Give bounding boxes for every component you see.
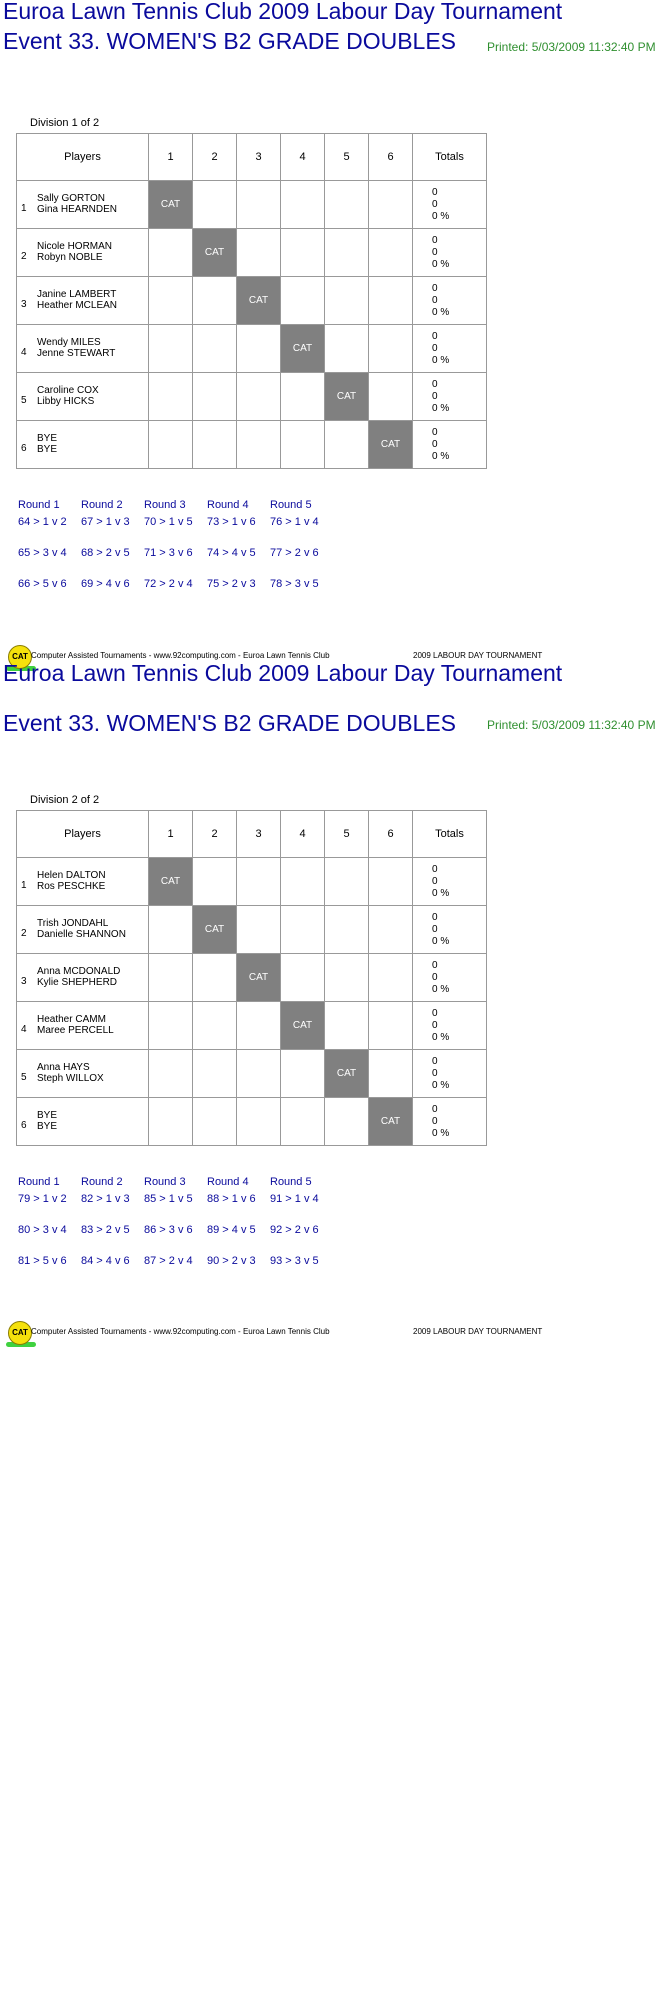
round-header: Round 5 <box>270 1176 312 1188</box>
page-title: Euroa Lawn Tennis Club 2009 Labour Day Tournament <box>3 0 563 24</box>
totals-cell <box>413 325 487 373</box>
player-name-2: BYE <box>37 444 58 455</box>
draw-table <box>16 810 487 1146</box>
round-header: Round 2 <box>81 1176 123 1188</box>
total-line-3: 0 % <box>432 354 450 366</box>
cat-cell: CAT <box>281 325 325 373</box>
score-cell[interactable] <box>149 325 193 373</box>
column-header-1: 1 <box>149 134 193 181</box>
table-row <box>17 1098 487 1146</box>
match-link[interactable]: 86 > 3 v 6 <box>144 1224 193 1236</box>
total-line-2: 0 <box>432 390 438 402</box>
player-name-1: Anna HAYS <box>37 1062 90 1073</box>
player-name-2: Maree PERCELL <box>37 1025 114 1036</box>
cat-cell: CAT <box>149 858 193 906</box>
printed-timestamp: Printed: 5/03/2009 11:32:40 PM <box>487 718 656 732</box>
total-line-1: 0 <box>432 378 438 390</box>
score-cell[interactable] <box>237 325 281 373</box>
score-cell[interactable] <box>281 906 325 954</box>
match-link[interactable]: 67 > 1 v 3 <box>81 516 130 528</box>
player-name-1: BYE <box>37 1110 58 1121</box>
player-names <box>37 337 115 359</box>
division-label: Division 2 of 2 <box>30 794 100 806</box>
player-cell <box>17 1098 149 1146</box>
total-line-2: 0 <box>432 342 438 354</box>
total-line-3: 0 % <box>432 306 450 318</box>
player-names <box>37 918 126 940</box>
total-line-2: 0 <box>432 971 438 983</box>
score-cell[interactable] <box>369 229 413 277</box>
total-line-3: 0 % <box>432 1127 450 1139</box>
score-cell[interactable] <box>193 373 237 421</box>
score-cell[interactable] <box>325 229 369 277</box>
score-cell[interactable] <box>369 277 413 325</box>
total-line-3: 0 % <box>432 1079 450 1091</box>
score-cell[interactable] <box>325 181 369 229</box>
total-line-1: 0 <box>432 1103 438 1115</box>
column-header-2: 2 <box>193 134 237 181</box>
player-names <box>37 966 120 988</box>
score-cell[interactable] <box>369 325 413 373</box>
table-row <box>17 858 487 906</box>
round-header: Round 4 <box>207 1176 249 1188</box>
round-header: Round 1 <box>18 1176 60 1188</box>
score-cell[interactable] <box>281 373 325 421</box>
score-cell[interactable] <box>149 277 193 325</box>
player-number: 4 <box>21 1024 27 1035</box>
player-name-2: BYE <box>37 1121 58 1132</box>
cat-cell: CAT <box>237 277 281 325</box>
score-cell[interactable] <box>237 906 281 954</box>
score-cell[interactable] <box>237 421 281 469</box>
match-link[interactable]: 66 > 5 v 6 <box>18 578 67 590</box>
match-link[interactable]: 80 > 3 v 4 <box>18 1224 67 1236</box>
table-row <box>17 1050 487 1098</box>
player-cell <box>17 373 149 421</box>
player-names <box>37 870 106 892</box>
totals-cell <box>413 1002 487 1050</box>
event-title: Event 33. WOMEN'S B2 GRADE DOUBLES <box>3 710 457 736</box>
round-header: Round 5 <box>270 499 312 511</box>
match-link[interactable]: 64 > 1 v 2 <box>18 516 67 528</box>
match-link[interactable]: 65 > 3 v 4 <box>18 547 67 559</box>
player-number: 6 <box>21 1120 27 1131</box>
players-header: Players <box>17 811 149 858</box>
score-cell[interactable] <box>281 954 325 1002</box>
player-name-2: Steph WILLOX <box>37 1073 104 1084</box>
player-number: 2 <box>21 928 27 939</box>
match-link[interactable]: 91 > 1 v 4 <box>270 1193 319 1205</box>
table-row <box>17 277 487 325</box>
match-link[interactable]: 77 > 2 v 6 <box>270 547 319 559</box>
player-names <box>37 1110 57 1132</box>
total-line-2: 0 <box>432 1019 438 1031</box>
table-row <box>17 325 487 373</box>
totals-header: Totals <box>413 134 487 181</box>
cat-cell: CAT <box>193 229 237 277</box>
match-link[interactable]: 69 > 4 v 6 <box>81 578 130 590</box>
score-cell[interactable] <box>193 954 237 1002</box>
player-name-1: Helen DALTON <box>37 870 106 881</box>
table-row <box>17 181 487 229</box>
player-name-1: Janine LAMBERT <box>37 289 117 300</box>
score-cell[interactable] <box>149 1098 193 1146</box>
score-cell[interactable] <box>325 954 369 1002</box>
score-cell[interactable] <box>281 181 325 229</box>
score-cell[interactable] <box>193 277 237 325</box>
score-cell[interactable] <box>237 1002 281 1050</box>
cat-cell: CAT <box>325 373 369 421</box>
player-name-2: Jenne STEWART <box>37 348 116 359</box>
player-name-1: Trish JONDAHL <box>37 918 109 929</box>
score-cell[interactable] <box>369 1002 413 1050</box>
match-link[interactable]: 85 > 1 v 5 <box>144 1193 193 1205</box>
player-names <box>37 385 99 407</box>
match-link[interactable]: 93 > 3 v 5 <box>270 1255 319 1267</box>
player-name-1: Anna MCDONALD <box>37 966 121 977</box>
score-cell[interactable] <box>193 1098 237 1146</box>
score-cell[interactable] <box>281 1050 325 1098</box>
footer-text: Computer Assisted Tournaments - www.92computing.com - Euroa Lawn Tennis Club <box>31 1327 330 1336</box>
score-cell[interactable] <box>149 1050 193 1098</box>
round-header: Round 2 <box>81 499 123 511</box>
player-name-1: BYE <box>37 433 58 444</box>
player-names <box>37 289 117 311</box>
total-line-3: 0 % <box>432 258 450 270</box>
match-link[interactable]: 90 > 2 v 3 <box>207 1255 256 1267</box>
score-cell[interactable] <box>281 421 325 469</box>
player-name-1: Sally GORTON <box>37 193 105 204</box>
total-line-2: 0 <box>432 923 438 935</box>
match-link[interactable]: 71 > 3 v 6 <box>144 547 193 559</box>
player-names <box>37 241 112 263</box>
match-link[interactable]: 70 > 1 v 5 <box>144 516 193 528</box>
score-cell[interactable] <box>149 373 193 421</box>
total-line-2: 0 <box>432 1115 438 1127</box>
player-name-2: Robyn NOBLE <box>37 252 103 263</box>
player-cell <box>17 954 149 1002</box>
score-cell[interactable] <box>369 181 413 229</box>
match-link[interactable]: 68 > 2 v 5 <box>81 547 130 559</box>
page-title: Euroa Lawn Tennis Club 2009 Labour Day Tournament <box>3 660 563 686</box>
total-line-3: 0 % <box>432 1031 450 1043</box>
player-number: 5 <box>21 395 27 406</box>
totals-cell <box>413 421 487 469</box>
totals-cell <box>413 1098 487 1146</box>
player-cell <box>17 181 149 229</box>
total-line-2: 0 <box>432 1067 438 1079</box>
player-names <box>37 433 57 455</box>
player-name-1: Caroline COX <box>37 385 99 396</box>
column-header-1: 1 <box>149 811 193 858</box>
score-cell[interactable] <box>281 1098 325 1146</box>
cat-cell: CAT <box>237 954 281 1002</box>
column-header-5: 5 <box>325 134 369 181</box>
total-line-1: 0 <box>432 1007 438 1019</box>
score-cell[interactable] <box>281 858 325 906</box>
score-cell[interactable] <box>237 181 281 229</box>
match-link[interactable]: 87 > 2 v 4 <box>144 1255 193 1267</box>
score-cell[interactable] <box>193 1050 237 1098</box>
score-cell[interactable] <box>369 954 413 1002</box>
totals-cell <box>413 858 487 906</box>
score-cell[interactable] <box>281 277 325 325</box>
score-cell[interactable] <box>281 229 325 277</box>
match-link[interactable]: 79 > 1 v 2 <box>18 1193 67 1205</box>
score-cell[interactable] <box>325 421 369 469</box>
total-line-3: 0 % <box>432 450 450 462</box>
match-link[interactable]: 72 > 2 v 4 <box>144 578 193 590</box>
totals-cell <box>413 1050 487 1098</box>
table-row <box>17 954 487 1002</box>
match-link[interactable]: 78 > 3 v 5 <box>270 578 319 590</box>
player-name-1: Heather CAMM <box>37 1014 106 1025</box>
player-number: 1 <box>21 203 27 214</box>
score-cell[interactable] <box>193 1002 237 1050</box>
player-cell <box>17 325 149 373</box>
column-header-3: 3 <box>237 811 281 858</box>
draw-table <box>16 133 487 469</box>
player-name-2: Gina HEARNDEN <box>37 204 118 215</box>
score-cell[interactable] <box>193 181 237 229</box>
total-line-2: 0 <box>432 875 438 887</box>
score-cell[interactable] <box>369 858 413 906</box>
total-line-1: 0 <box>432 426 438 438</box>
column-header-6: 6 <box>369 134 413 181</box>
totals-cell <box>413 373 487 421</box>
score-cell[interactable] <box>325 1098 369 1146</box>
column-header-3: 3 <box>237 134 281 181</box>
match-link[interactable]: 88 > 1 v 6 <box>207 1193 256 1205</box>
totals-cell <box>413 277 487 325</box>
player-name-2: Heather MCLEAN <box>37 300 118 311</box>
score-cell[interactable] <box>237 229 281 277</box>
division-label: Division 1 of 2 <box>30 117 100 129</box>
score-cell[interactable] <box>369 1050 413 1098</box>
totals-cell <box>413 229 487 277</box>
total-line-1: 0 <box>432 911 438 923</box>
player-name-2: Ros PESCHKE <box>37 881 106 892</box>
score-cell[interactable] <box>149 954 193 1002</box>
score-cell[interactable] <box>237 858 281 906</box>
player-names <box>37 1014 114 1036</box>
match-link[interactable]: 76 > 1 v 4 <box>270 516 319 528</box>
player-cell <box>17 229 149 277</box>
score-cell[interactable] <box>193 325 237 373</box>
score-cell[interactable] <box>369 906 413 954</box>
totals-cell <box>413 954 487 1002</box>
column-header-4: 4 <box>281 811 325 858</box>
total-line-2: 0 <box>432 198 438 210</box>
column-header-6: 6 <box>369 811 413 858</box>
total-line-1: 0 <box>432 330 438 342</box>
match-link[interactable]: 75 > 2 v 3 <box>207 578 256 590</box>
player-number: 3 <box>21 976 27 987</box>
score-cell[interactable] <box>149 906 193 954</box>
player-cell <box>17 277 149 325</box>
totals-cell <box>413 906 487 954</box>
score-cell[interactable] <box>325 858 369 906</box>
player-number: 5 <box>21 1072 27 1083</box>
column-header-2: 2 <box>193 811 237 858</box>
player-cell <box>17 906 149 954</box>
score-cell[interactable] <box>149 421 193 469</box>
footer-text: Computer Assisted Tournaments - www.92computing.com - Euroa Lawn Tennis Club <box>31 651 330 660</box>
player-cell <box>17 1002 149 1050</box>
player-number: 3 <box>21 299 27 310</box>
event-title: Event 33. WOMEN'S B2 GRADE DOUBLES <box>3 28 457 54</box>
totals-cell <box>413 181 487 229</box>
cat-cell: CAT <box>193 906 237 954</box>
player-name-2: Libby HICKS <box>37 396 95 407</box>
players-header: Players <box>17 134 149 181</box>
round-header: Round 3 <box>144 1176 186 1188</box>
total-line-1: 0 <box>432 234 438 246</box>
match-link[interactable]: 92 > 2 v 6 <box>270 1224 319 1236</box>
total-line-3: 0 % <box>432 402 450 414</box>
score-cell[interactable] <box>325 1002 369 1050</box>
total-line-2: 0 <box>432 246 438 258</box>
table-row <box>17 906 487 954</box>
score-cell[interactable] <box>149 1002 193 1050</box>
player-cell <box>17 858 149 906</box>
match-link[interactable]: 89 > 4 v 5 <box>207 1224 256 1236</box>
cat-cell: CAT <box>325 1050 369 1098</box>
round-header: Round 1 <box>18 499 60 511</box>
player-names <box>37 193 117 215</box>
score-cell[interactable] <box>369 373 413 421</box>
player-cell <box>17 1050 149 1098</box>
table-row <box>17 373 487 421</box>
printed-timestamp: Printed: 5/03/2009 11:32:40 PM <box>487 40 656 54</box>
player-number: 1 <box>21 880 27 891</box>
round-header: Round 3 <box>144 499 186 511</box>
total-line-1: 0 <box>432 863 438 875</box>
total-line-3: 0 % <box>432 935 450 947</box>
footer-tournament: 2009 LABOUR DAY TOURNAMENT <box>413 1327 543 1336</box>
total-line-2: 0 <box>432 438 438 450</box>
cat-logo: CAT <box>8 1321 32 1345</box>
table-row <box>17 229 487 277</box>
cat-cell: CAT <box>281 1002 325 1050</box>
total-line-1: 0 <box>432 282 438 294</box>
player-number: 4 <box>21 347 27 358</box>
score-cell[interactable] <box>325 906 369 954</box>
totals-header: Totals <box>413 811 487 858</box>
player-names <box>37 1062 104 1084</box>
table-row <box>17 1002 487 1050</box>
cat-cell: CAT <box>149 181 193 229</box>
match-link[interactable]: 73 > 1 v 6 <box>207 516 256 528</box>
score-cell[interactable] <box>325 325 369 373</box>
match-link[interactable]: 82 > 1 v 3 <box>81 1193 130 1205</box>
total-line-3: 0 % <box>432 887 450 899</box>
player-name-1: Wendy MILES <box>37 337 101 348</box>
match-link[interactable]: 84 > 4 v 6 <box>81 1255 130 1267</box>
table-row <box>17 421 487 469</box>
table-header-row <box>17 811 487 858</box>
player-name-1: Nicole HORMAN <box>37 241 113 252</box>
table-header-row <box>17 134 487 181</box>
match-link[interactable]: 74 > 4 v 5 <box>207 547 256 559</box>
score-cell[interactable] <box>149 229 193 277</box>
player-name-2: Danielle SHANNON <box>37 929 126 940</box>
player-number: 6 <box>21 443 27 454</box>
total-line-3: 0 % <box>432 983 450 995</box>
column-header-4: 4 <box>281 134 325 181</box>
score-cell[interactable] <box>193 421 237 469</box>
column-header-5: 5 <box>325 811 369 858</box>
total-line-1: 0 <box>432 959 438 971</box>
score-cell[interactable] <box>193 858 237 906</box>
score-cell[interactable] <box>325 277 369 325</box>
page-footer <box>8 1321 568 1351</box>
score-cell[interactable] <box>237 1050 281 1098</box>
score-cell[interactable] <box>237 1098 281 1146</box>
match-link[interactable]: 81 > 5 v 6 <box>18 1255 67 1267</box>
cat-cell: CAT <box>369 421 413 469</box>
match-link[interactable]: 83 > 2 v 5 <box>81 1224 130 1236</box>
cat-cell: CAT <box>369 1098 413 1146</box>
total-line-1: 0 <box>432 1055 438 1067</box>
round-header: Round 4 <box>207 499 249 511</box>
player-number: 2 <box>21 251 27 262</box>
total-line-1: 0 <box>432 186 438 198</box>
player-cell <box>17 421 149 469</box>
cat-logo: CAT <box>8 645 32 669</box>
total-line-2: 0 <box>432 294 438 306</box>
footer-tournament: 2009 LABOUR DAY TOURNAMENT <box>413 651 543 660</box>
total-line-3: 0 % <box>432 210 450 222</box>
score-cell[interactable] <box>237 373 281 421</box>
player-name-2: Kylie SHEPHERD <box>37 977 118 988</box>
